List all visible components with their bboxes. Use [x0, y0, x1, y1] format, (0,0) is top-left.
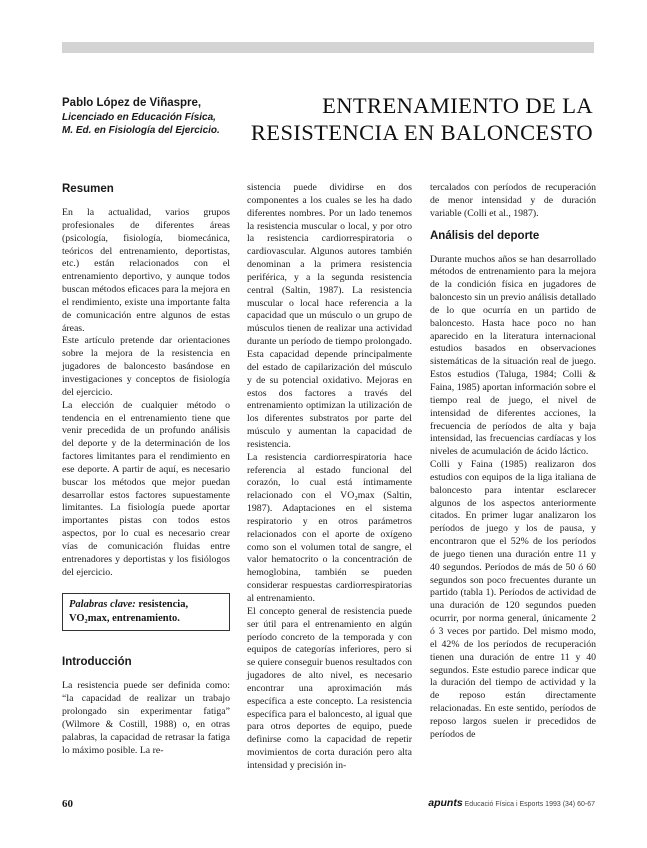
header-bar: [62, 42, 594, 53]
author-role-1: Licenciado en Educación Física,: [62, 112, 216, 123]
keywords-box: [62, 593, 230, 631]
article-title: [233, 92, 593, 146]
intro-paragraph-1: La resistencia puede ser definida como: “la capacidad de realizar un trabajo prolongado sin experimentar fatiga” (Wilmore & Costill, 1988) o, en otras palabras, la capacidad de retrasar la fatiga lo máximo posible. La re-: [62, 680, 230, 756]
column-3: [430, 182, 596, 742]
author-name: Pablo López de Viñaspre,: [62, 97, 202, 109]
intro-heading: Introducción: [62, 656, 132, 669]
keywords-label: Palabras clave:: [69, 599, 136, 611]
journal-footer: [428, 797, 595, 809]
col3-paragraph-1: Durante muchos años se han desarrollado métodos de entrenamiento para la mejora de la condición física en jugadores de baloncesto sin un previo análisis detallado de lo que ocurría en un partido de baloncesto. Hasta hace poco no han aparecido en la literatura internacional estudios basados en observaciones sistemáticas de la situación real de juego. Estos estudios (Taluga, 1984; Colli & Faina, 1985) aportan información sobre el tiempo real de juego, el nivel de intensidad de diferentes acciones, la frecuencia de períodos de alta y baja intensidad, las frecuencias cardíacas y los niveles de acumulación de ácido láctico.: [430, 253, 596, 458]
journal-name: apunts: [428, 797, 463, 809]
author-block: [62, 96, 262, 137]
resumen-paragraph-2: Este artículo pretende dar orientaciones sobre la mejora de la resistencia en jugadores de baloncesto basándose en investigaciones y conceptos de fisiología del ejercicio.: [62, 335, 230, 398]
author-role-2: M. Ed. en Fisiología del Ejercicio.: [62, 125, 220, 136]
col2-paragraph-1: sistencia puede dividirse en dos componentes a los cuales se les ha dado diferentes nombres. Por un lado tenemos la resistencia muscular o local, y por otro la resistencia cardiorrespiratoria o cardiovascular. Algunos autores también denominan a la primera resistencia periférica, y a la segunda resistencia central (Saltin, 1987). La resistencia muscular o local hace referencia a la capacidad que un músculo o un grupo de músculos tienen de realizar una actividad durante un período de tiempo prolongado. Esta capacidad depende principalmente del estado de capilarización del músculo y de su potencial oxidativo. Mejoras en estos dos factores a través del entrenamiento optimizan la utilización de los diferentes substratos por parte del músculo y aumentan la capacidad de resistencia.: [247, 182, 412, 450]
analisis-heading: Análisis del deporte: [430, 229, 540, 242]
resumen-heading: Resumen: [62, 183, 114, 195]
keywords-terms: resistencia, VO₂max, entrenamiento.: [69, 599, 189, 625]
col3-paragraph-0: tercalados con períodos de recuperación de menor intensidad y de duración variable (Colli et al., 1987).: [430, 182, 596, 219]
title-line-1: ENTRENAMIENTO DE LA: [322, 93, 593, 118]
col2-paragraph-3: El concepto general de resistencia puede ser útil para el entrenamiento en algún período concreto de la temporada y con equipos de categorías inferiores, pero si se quiere conseguir buenos resultados con jugadores de alto nivel, es necesario encontrar una aproximación más específica a este concepto. La resistencia específica para el baloncesto, al igual que para otros deportes de equipo, puede definirse como la capacidad de repetir movimientos de corta duración pero alta intensidad y precisión in-: [247, 605, 412, 771]
col2-paragraph-2: La resistencia cardiorrespiratoria hace referencia al estado funcional del corazón, lo cual está íntimamente relacionado con el VO₂max (Saltin, 1987). Adaptaciones en el sistema respiratorio y en otros parámetros relacionados con el aporte de oxígeno como son el volumen total de sangre, el valor hematocrito o la concentración de hemoglobina, también se pueden considerar respuestas cardiorrespiratorias al entrenamiento.: [247, 451, 412, 604]
page-number: 60: [62, 798, 73, 810]
resumen-paragraph-3: La elección de cualquier método o tendencia en el entrenamiento tiene que venir precedida de un profundo análisis del deporte y de la determinación de los factores limitantes para el rendimiento en ese deporte. A partir de aquí, es necesario buscar los métodos que mejor puedan desarrollar estos factores supuestamente limitantes. La fisiología puede aportar importantes pistas con todos estos aspectos, por lo cual es necesario crear vías de comunicación fluidas entre entrenadores y deportistas y los fisiólogos del ejercicio.: [62, 399, 230, 578]
title-line-2: RESISTENCIA EN BALONCESTO: [250, 120, 593, 145]
journal-info: Educació Física i Esports 1993 (34) 60-67: [464, 801, 595, 808]
resumen-paragraph-1: En la actualidad, varios grupos profesionales de diferentes áreas (psicología, fisiología, biomecánica, teóricos del entrenamiento, deportistas, etc.) están relacionados con el entrenamiento deportivo, y aunque todos buscan métodos eficaces para la mejora en el rendimiento, existe una importante falta de comunicación entre algunos de estas áreas.: [62, 207, 230, 334]
column-2: [247, 182, 412, 773]
column-1: [62, 182, 230, 758]
col3-paragraph-2: Colli y Faina (1985) realizaron dos estudios con equipos de la liga italiana de baloncesto para intentar esclarecer algunos de los aspectos anteriormente citados. En primer lugar analizaron los períodos de juego y los de pausa, y encontraron que el 52% de los períodos de juego tienen una duración entre 11 y 40 segundos. Períodos de más de 50 ó 60 segundos son poco frecuentes durante un partido (tabla 1). Períodos de actividad de una duración de 120 segundos pueden ocurrir, por norma general, únicamente 2 ó 3 veces por partido. Del mismo modo, el 42% de los períodos de recuperación tienen una duración de entre 11 y 40 segundos. Este estudio parece indicar que la duración del tiempo de actividad y la de reposo están directamente relacionadas. En este sentido, períodos de reposo largos suelen ir precedidos de períodos de: [430, 459, 596, 740]
